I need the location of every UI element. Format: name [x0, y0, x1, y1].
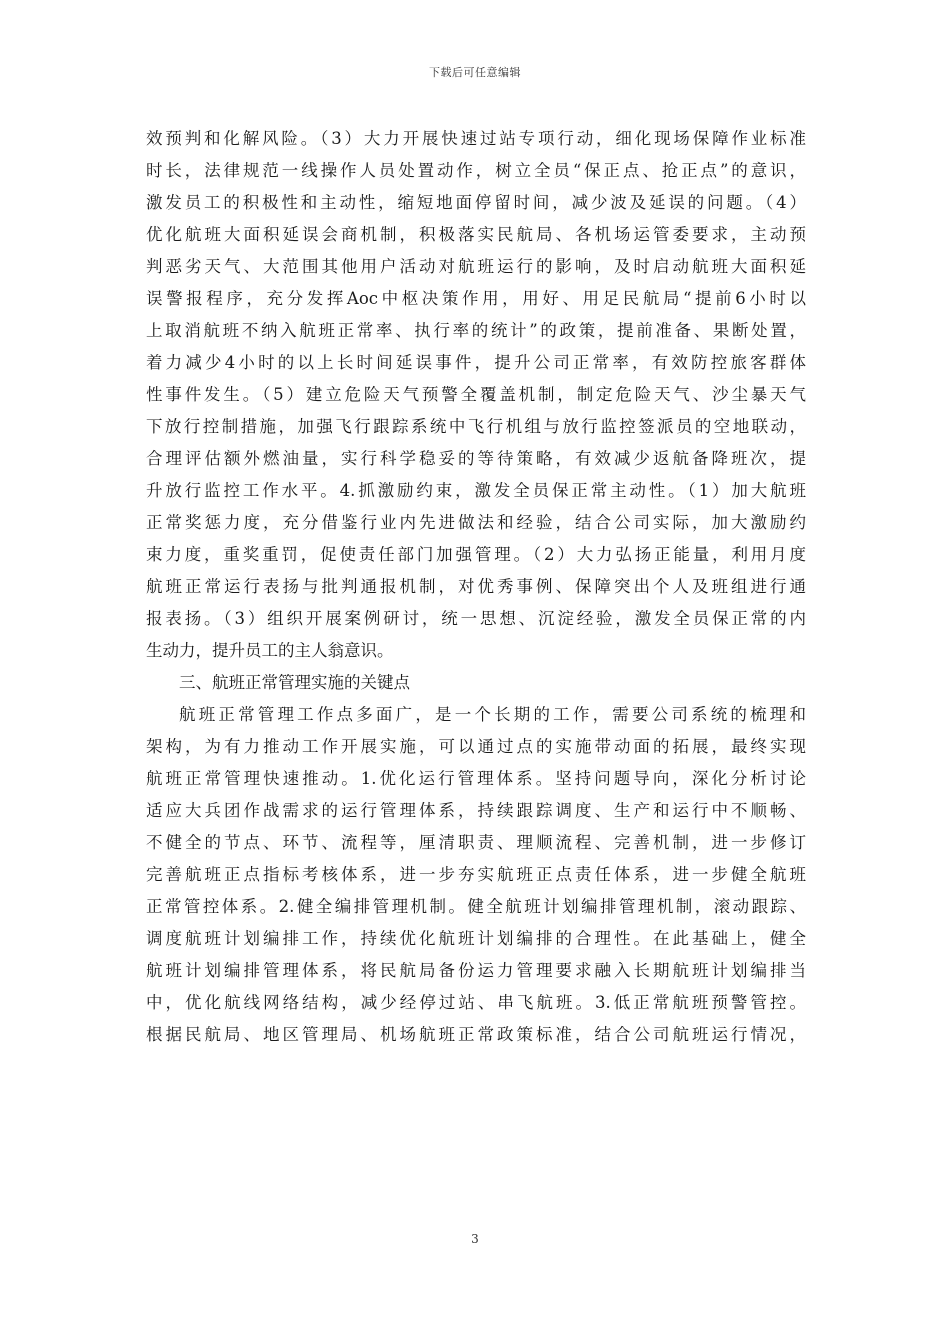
text-line: 报表扬。（3）组织开展案例研讨，统一思想、沉淀经验，激发全员保正常的内 — [146, 609, 806, 628]
text-line: 误警报程序，充分发挥Aoc中枢决策作用，用好、用足民航局“提前6小时以 — [146, 289, 806, 308]
text-line: 航班正常运行表扬与批判通报机制，对优秀事例、保障突出个人及班组进行通 — [146, 577, 806, 596]
text-line: 根据民航局、地区管理局、机场航班正常政策标准，结合公司航班运行情况， — [146, 1025, 806, 1044]
page-header: 下载后可任意编辑 — [429, 66, 521, 79]
text-line: 着力减少4小时的以上长时间延误事件，提升公司正常率，有效防控旅客群体 — [146, 353, 806, 372]
text-line: 完善航班正点指标考核体系，进一步夯实航班正点责任体系，进一步健全航班 — [146, 865, 806, 884]
text-line: 时长，法律规范一线操作人员处置动作，树立全员“保正点、抢正点”的意识， — [146, 161, 806, 180]
section-heading: 三、航班正常管理实施的关键点 — [179, 673, 410, 692]
text-line: 束力度，重奖重罚，促使责任部门加强管理。（2）大力弘扬正能量，利用月度 — [146, 545, 806, 564]
text-line: 航班正常管理快速推动。1.优化运行管理体系。坚持问题导向，深化分析讨论 — [146, 769, 806, 788]
text-line: 合理评估额外燃油量，实行科学稳妥的等待策略，有效减少返航备降班次，提 — [146, 449, 806, 468]
text-line: 航班计划编排管理体系，将民航局备份运力管理要求融入长期航班计划编排当 — [146, 961, 806, 980]
text-line: 不健全的节点、环节、流程等，厘清职责、理顺流程、完善机制，进一步修订 — [146, 833, 806, 852]
text-line: 调度航班计划编排工作，持续优化航班计划编排的合理性。在此基础上，健全 — [146, 929, 806, 948]
text-line: 优化航班大面积延误会商机制，积极落实民航局、各机场运管委要求，主动预 — [146, 225, 806, 244]
text-line: 激发员工的积极性和主动性，缩短地面停留时间，减少波及延误的问题。（4） — [146, 193, 806, 212]
text-line: 下放行控制措施，加强飞行跟踪系统中飞行机组与放行监控签派员的空地联动， — [146, 417, 806, 436]
text-line: 上取消航班不纳入航班正常率、执行率的统计”的政策，提前准备、果断处置， — [146, 321, 806, 340]
text-line: 生动力，提升员工的主人翁意识。 — [146, 641, 394, 660]
text-line: 判恶劣天气、大范围其他用户活动对航班运行的影响，及时启动航班大面积延 — [146, 257, 806, 276]
text-line: 正常管控体系。2.健全编排管理机制。健全航班计划编排管理机制，滚动跟踪、 — [146, 897, 806, 916]
text-line: 适应大兵团作战需求的运行管理体系，持续跟踪调度、生产和运行中不顺畅、 — [146, 801, 806, 820]
text-line: 效预判和化解风险。（3）大力开展快速过站专项行动，细化现场保障作业标准 — [146, 129, 806, 148]
document-body — [146, 123, 806, 1051]
text-line: 性事件发生。（5）建立危险天气预警全覆盖机制，制定危险天气、沙尘暴天气 — [146, 385, 806, 404]
text-line: 正常奖惩力度，充分借鉴行业内先进做法和经验，结合公司实际，加大激励约 — [146, 513, 806, 532]
text-line: 架构，为有力推动工作开展实施，可以通过点的实施带动面的拓展，最终实现 — [146, 737, 806, 756]
page-number: 3 — [471, 1232, 479, 1246]
text-line: 升放行监控工作水平。4.抓激励约束，激发全员保正常主动性。（1）加大航班 — [146, 481, 806, 500]
text-line: 航班正常管理工作点多面广，是一个长期的工作，需要公司系统的梳理和 — [179, 705, 806, 724]
text-line: 中，优化航线网络结构，减少经停过站、串飞航班。3.低正常航班预警管控。 — [146, 993, 806, 1012]
